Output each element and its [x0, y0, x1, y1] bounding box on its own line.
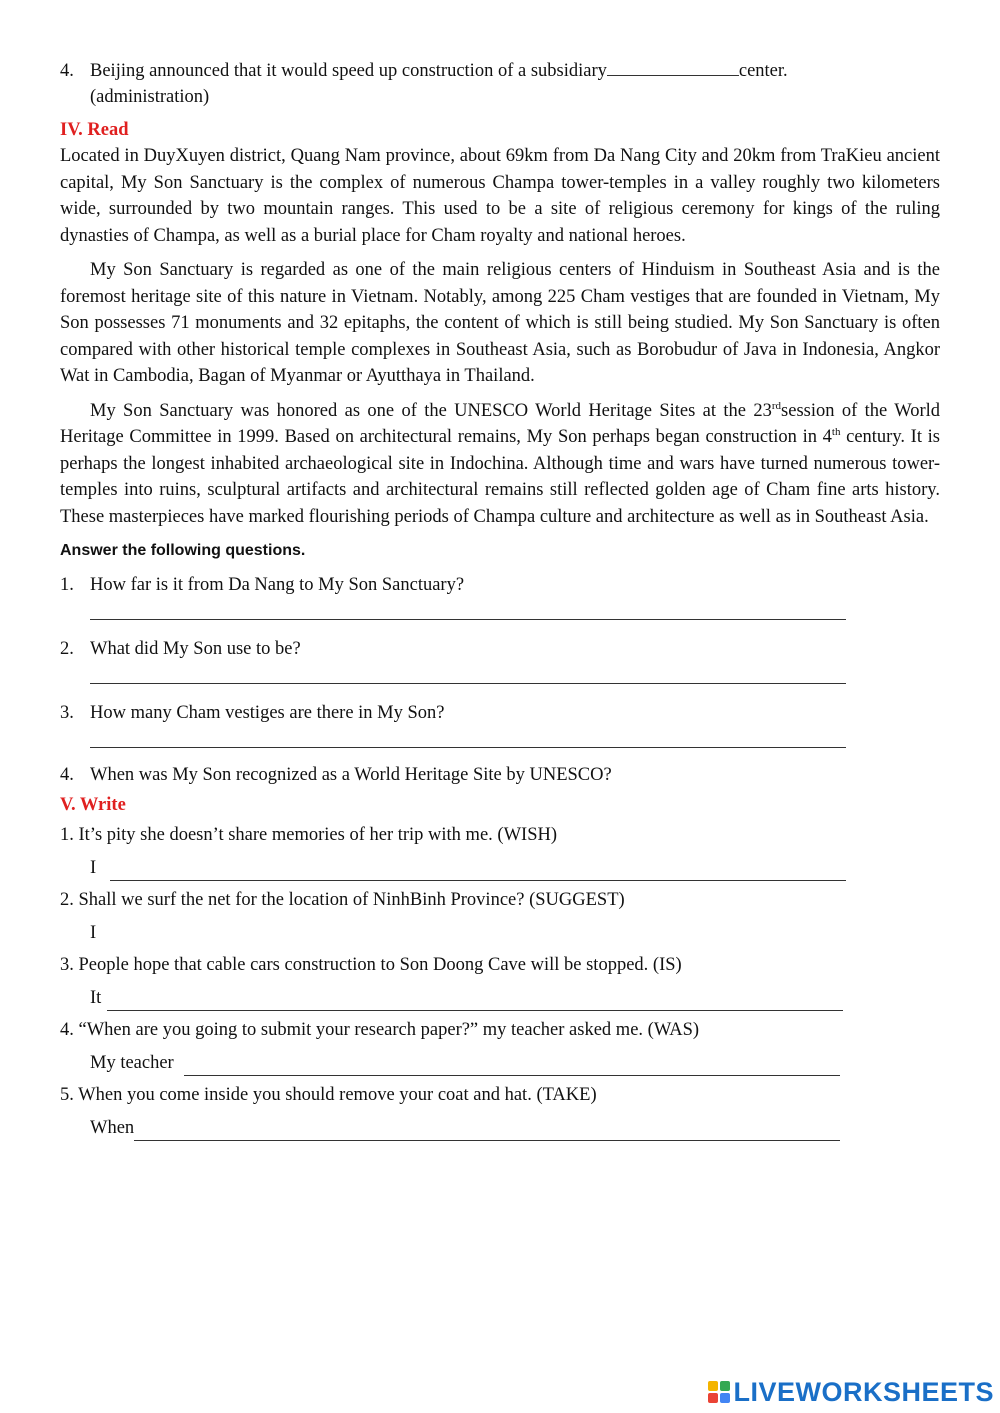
read-paragraph-1: Located in DuyXuyen district, Quang Nam province, about 69km from Da Nang City and 20km from TraKieu ancient capital, My Son Sanctuary is the complex of numerous Champa tower-temples in a valley roughly two kilometers wide, surrounded by two mountain ranges. This used to be a site of religious ceremony for kings of the ruling dynasties of Champa, as well as a burial place for Cham royalty and national heroes.	[60, 146, 940, 246]
para3-part-a: My Son Sanctuary was honored as one of the UNESCO World Heritage Sites at the 23	[90, 400, 772, 421]
read-paragraph-2: My Son Sanctuary is regarded as one of the main religious centers of Hinduism in Southeast Asia and is the foremost heritage site of this nature in Vietnam. Notably, among 225 Cham vestiges that are founded in Vietnam, My Son possesses 71 monuments and 32 epitaphs, the content of which is still being studied. My Son Sanctuary is often compared with other historical temple complexes in Southeast Asia, such as Borobudur of Java in Indonesia, Angkor Wat in Cambodia, Bagan of Myanmar or Ayutthaya in Thailand.	[60, 260, 940, 386]
ordinal-suffix: th	[831, 425, 841, 438]
write-item-3	[60, 952, 940, 1011]
question-text: How far is it from Da Nang to My Son Sanctuary?	[90, 575, 465, 595]
answer-line[interactable]	[90, 746, 846, 748]
write-item-5	[60, 1082, 940, 1141]
sentence-starter: When	[90, 1118, 135, 1138]
question-text: When was My Son recognized as a World Heritage Site by UNESCO?	[90, 765, 612, 785]
write-prompt: 1. It’s pity she doesn’t share memories of her trip with me. (WISH)	[60, 825, 557, 845]
answer-line[interactable]	[107, 992, 843, 1011]
question-number: 1.	[60, 575, 74, 595]
sentence-starter: I	[90, 923, 97, 943]
write-prompt: 3. People hope that cable cars construction to Son Doong Cave will be stopped. (IS)	[60, 955, 682, 975]
para3-part-c: century. It is perhaps the longest inhabited archaeological site in Indochina. Although time and wars have turned numerous tower-temples into ruins, sculptural artifacts and architectural remains still reflected golden age of Cham fine arts history. These masterpieces have marked flourishing periods of Champa culture and architecture as well as in Southeast Asia.	[60, 427, 940, 527]
item-after-blank: center.	[738, 61, 788, 81]
read-paragraph-3	[60, 398, 940, 531]
question-1	[60, 572, 940, 620]
answer-line[interactable]	[90, 682, 846, 684]
sentence-starter: I	[90, 858, 97, 878]
brand-text: LIVEWORKSHEETS	[733, 1376, 994, 1407]
liveworksheets-icon	[708, 1381, 730, 1403]
worksheet-page	[60, 58, 940, 1141]
write-prompt: 4. “When are you going to submit your research paper?” my teacher asked me. (WAS)	[60, 1020, 700, 1040]
item-hint: (administration)	[90, 87, 210, 107]
question-text: What did My Son use to be?	[90, 639, 301, 659]
liveworksheets-logo[interactable]	[708, 1377, 994, 1407]
answer-blank[interactable]	[607, 74, 739, 76]
write-prompt: 2. Shall we surf the net for the location of NinhBinh Province? (SUGGEST)	[60, 890, 625, 910]
questions-instruction: Answer the following questions.	[60, 542, 306, 559]
item-text: Beijing announced that it would speed up construction of a subsidiary	[90, 61, 607, 81]
item-number: 4.	[60, 61, 74, 81]
sentence-starter: My teacher	[90, 1053, 174, 1073]
read-heading: IV. Read	[60, 120, 129, 140]
write-item-4	[60, 1017, 940, 1076]
question-number: 2.	[60, 639, 74, 659]
write-item-2	[60, 887, 940, 946]
question-2	[60, 636, 940, 684]
ordinal-suffix: rd	[771, 399, 782, 412]
prev-exercise-item	[60, 58, 940, 84]
answer-line[interactable]	[110, 862, 846, 881]
write-prompt: 5. When you come inside you should remove your coat and hat. (TAKE)	[60, 1085, 597, 1105]
question-text: How many Cham vestiges are there in My Son?	[90, 703, 445, 723]
write-heading: V. Write	[60, 795, 126, 815]
write-item-1	[60, 822, 940, 881]
answer-line[interactable]	[90, 618, 846, 620]
answer-line[interactable]	[134, 1122, 840, 1141]
para3-part-b: session of the World Heritage Committee in 1999. Based on architectural remains, My Son perhaps began construction in 4	[60, 400, 940, 447]
question-4	[60, 762, 940, 788]
question-3	[60, 700, 940, 748]
sentence-starter: It	[90, 988, 102, 1008]
answer-line[interactable]	[184, 1057, 840, 1076]
question-number: 3.	[60, 703, 74, 723]
question-number: 4.	[60, 765, 74, 785]
